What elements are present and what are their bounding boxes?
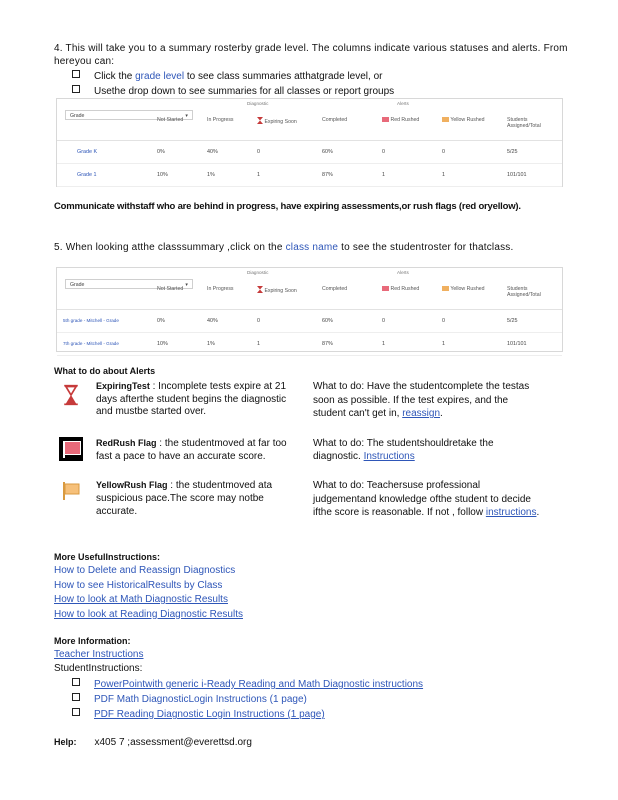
col-expiring-soon: Expiring Soon bbox=[257, 286, 297, 294]
alert-yellowrush-desc: YellowRush Flag : the studentmoved ata suspicious pace.The score may notbe accurate. bbox=[96, 480, 273, 517]
col-students-assigned: Students Assigned/Total bbox=[507, 117, 541, 129]
group-diagnostic: Diagnostic bbox=[247, 270, 269, 275]
historical-results-link[interactable]: How to see HistoricalResults by Class bbox=[54, 579, 223, 591]
table-row: Grade K 0% 40% 0 60% 0 0 5/25 bbox=[57, 141, 562, 164]
teacher-instructions-link[interactable]: Teacher Instructions bbox=[54, 649, 144, 660]
retake-instructions-link[interactable]: Instructions bbox=[363, 451, 415, 462]
group-alerts: Alerts bbox=[397, 270, 409, 275]
pdf-reading-link[interactable]: PDF Reading Diagnostic Login Instructions (1 page) bbox=[94, 709, 325, 720]
step4-bullet-2: Usethe drop down to see summaries for all classes or report groups bbox=[72, 85, 394, 98]
red-flag-icon bbox=[382, 286, 389, 291]
student-instructions-label: StudentInstructions: bbox=[54, 663, 143, 674]
table-header bbox=[57, 268, 562, 310]
step4-bullet-1: Click the grade level to see class summaries atthatgrade level, or bbox=[72, 70, 382, 83]
math-diagnostic-results-link[interactable]: How to look at Math Diagnostic Results bbox=[54, 594, 228, 605]
student-link-row bbox=[72, 693, 307, 706]
table-row: Grade 1 10% 1% 1 87% 1 1 101/101 bbox=[57, 164, 562, 187]
grade-select[interactable]: Grade ▾ bbox=[65, 110, 193, 120]
yellowrush-instructions-link[interactable]: instructions bbox=[485, 507, 537, 518]
yellow-flag-icon bbox=[60, 480, 82, 502]
red-flag-icon bbox=[382, 117, 389, 122]
red-flag-icon bbox=[59, 437, 83, 461]
alert-redrush-todo: What to do: The studentshouldretake the diagnostic. Instructions bbox=[313, 438, 494, 462]
yellow-flag-icon bbox=[442, 117, 449, 122]
col-red-rushed: Red Rushed bbox=[382, 117, 419, 123]
col-in-progress: In Progress bbox=[207, 286, 234, 292]
col-completed: Completed bbox=[322, 286, 348, 292]
bullet-square-icon bbox=[72, 708, 80, 716]
hourglass-icon bbox=[60, 384, 82, 406]
bullet-square-icon bbox=[72, 85, 80, 93]
bullet-square-icon bbox=[72, 678, 80, 686]
row-class-link[interactable]: 7th grade - Mitchell - Grade bbox=[63, 341, 119, 346]
summary-table-screenshot bbox=[56, 98, 563, 187]
col-students-assigned: Students Assigned/Total bbox=[507, 286, 541, 298]
pdf-math-link[interactable]: PDF Math DiagnosticLogin Instructions (1 page) bbox=[94, 694, 307, 705]
col-yellow-rushed: Yellow Rushed bbox=[442, 117, 485, 123]
col-red-rushed: Red Rushed bbox=[382, 286, 419, 292]
useful-links-list bbox=[54, 564, 243, 622]
alert-expiring-todo: What to do: Have the studentcomplete the testas soon as possible. If the test expires, and the student can't get in, reassign. bbox=[313, 381, 530, 419]
row-grade-link[interactable]: Grade K bbox=[77, 149, 98, 155]
student-link-row bbox=[72, 708, 325, 721]
table-header bbox=[57, 99, 562, 141]
alert-redrush-desc: RedRush Flag : the studentmoved at far too fast a pace to have an accurate score. bbox=[96, 438, 287, 462]
grade-select[interactable]: Grade ▾ bbox=[65, 279, 193, 289]
class-summary-table-screenshot bbox=[56, 267, 563, 352]
class-name-link[interactable]: class name bbox=[285, 242, 339, 253]
student-link-row bbox=[72, 678, 423, 691]
col-completed: Completed bbox=[322, 117, 348, 123]
alert-yellowrush-todo: What to do: Teachersuse professional judgementand knowledge ofthe student to decide ifthe score is reasonable. If not , follow instructions. bbox=[313, 480, 540, 518]
delete-reassign-link[interactable]: How to Delete and Reassign Diagnostics bbox=[54, 565, 236, 576]
alert-expiring-desc: ExpiringTest : Incomplete tests expire at 21 days afterthe student begins the diagnostic and mustbe started over. bbox=[96, 381, 287, 417]
reading-diagnostic-results-link[interactable]: How to look at Reading Diagnostic Results bbox=[54, 608, 243, 620]
col-yellow-rushed: Yellow Rushed bbox=[442, 286, 485, 292]
hourglass-icon bbox=[257, 286, 263, 293]
more-info-heading: More Information: bbox=[54, 636, 131, 646]
yellow-flag-icon bbox=[442, 286, 449, 291]
alerts-heading: What to do about Alerts bbox=[54, 366, 156, 376]
row-class-link[interactable]: 5th grade - Mitchell - Grade bbox=[63, 318, 119, 323]
help-line: Help: x405 7 ;assessment@everettsd.org bbox=[54, 737, 252, 748]
useful-heading: More UsefulInstructions: bbox=[54, 552, 161, 562]
row-grade-link[interactable]: Grade 1 bbox=[77, 172, 97, 178]
step4-text: 4. This will take you to a summary rosterby grade level. The columns indicate various statuses and alerts. From hereyou can: bbox=[54, 43, 568, 67]
reassign-link[interactable]: reassign bbox=[402, 408, 441, 419]
bullet-square-icon bbox=[72, 693, 80, 701]
grade-level-link[interactable]: grade level bbox=[135, 71, 185, 82]
powerpoint-link[interactable]: PowerPointwith generic i-Ready Reading and Math Diagnostic instructions bbox=[94, 679, 424, 690]
hourglass-icon bbox=[257, 117, 263, 124]
communicate-text: Communicate withstaff who are behind in progress, have expiring assessments,or rush flags (red oryellow). bbox=[54, 201, 521, 212]
group-alerts: Alerts bbox=[397, 101, 409, 106]
group-diagnostic: Diagnostic bbox=[247, 101, 269, 106]
col-in-progress: In Progress bbox=[207, 117, 234, 123]
col-not-started: Not Started bbox=[157, 286, 184, 292]
col-expiring-soon: Expiring Soon bbox=[257, 117, 297, 125]
table-row: 5th grade - Mitchell - Grade 0% 40% 0 60% 0 0 5/25 bbox=[57, 310, 562, 333]
col-not-started: Not Started bbox=[157, 117, 184, 123]
table-row: 7th grade - Mitchell - Grade 10% 1% 1 87% 1 1 101/101 bbox=[57, 333, 562, 356]
step5-text: 5. When looking atthe classsummary ,click on the class name to see the studentroster for thatclass. bbox=[54, 242, 514, 253]
bullet-square-icon bbox=[72, 70, 80, 78]
